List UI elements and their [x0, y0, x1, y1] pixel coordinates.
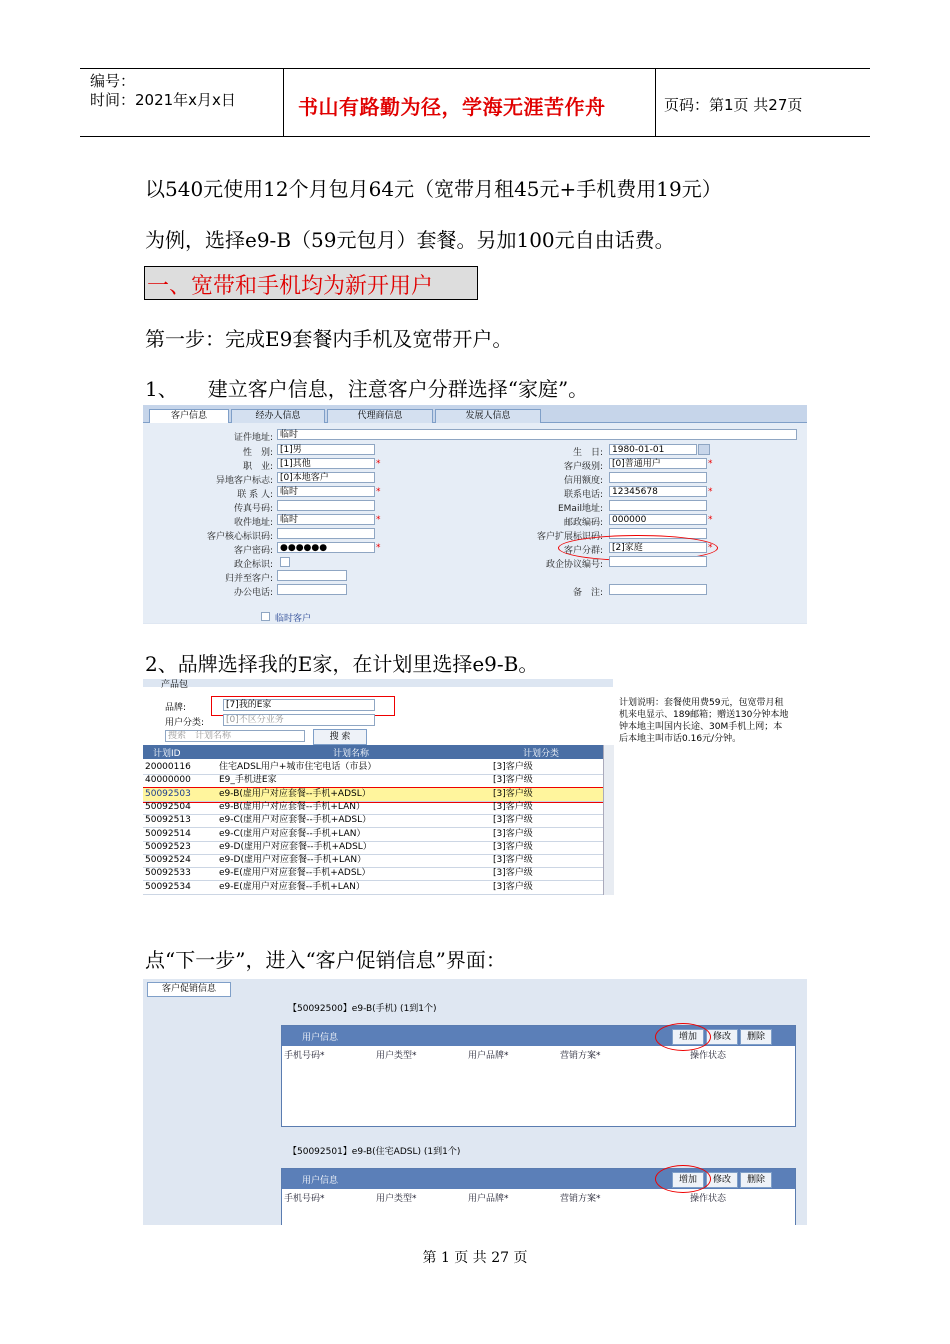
- header-meta: [90, 72, 236, 110]
- field-label: 客户核心标识码:: [206, 532, 273, 542]
- step2-text: 2、品牌选择我的E家，在计划里选择e9-B。: [145, 652, 539, 676]
- fax-field[interactable]: [277, 500, 375, 511]
- plan-table: [143, 745, 613, 905]
- plan-id: 50092504: [145, 801, 191, 812]
- plan-category: [3]客户级: [493, 841, 533, 852]
- field-label: 政企协议编号:: [545, 560, 603, 570]
- plan-id: 50092524: [145, 855, 191, 866]
- field-label: 客户扩展标识码:: [536, 532, 603, 542]
- field-label: 信用额度:: [563, 476, 603, 486]
- package-1-title: 【50092500】e9-B(手机) (1到1个): [288, 1004, 437, 1014]
- remark-field[interactable]: [609, 584, 707, 595]
- plan-name: e9-B(虚用户对应套餐--手机+LAN）: [219, 801, 366, 812]
- plan-name: E9_手机进E家: [219, 775, 277, 786]
- column-header: 计划分类: [523, 749, 560, 759]
- remote-flag-select[interactable]: [0]本地客户: [277, 472, 375, 483]
- field-label: 备 注:: [572, 588, 603, 598]
- address-field[interactable]: 临时: [277, 429, 797, 440]
- temp-customer-label: 临时客户: [275, 614, 312, 624]
- intro-line-1: 以540元使用12个月包月64元（宽带月租45元+手机费用19元）: [145, 177, 722, 201]
- table-row[interactable]: [143, 828, 603, 842]
- calendar-icon[interactable]: [698, 444, 710, 455]
- email-field[interactable]: [609, 500, 707, 511]
- plan-category: [3]客户级: [493, 788, 533, 799]
- edit-button[interactable]: 修改: [706, 1029, 738, 1045]
- plan-desc-line: 计划说明：套餐使用费59元，包宽带月租: [619, 698, 784, 708]
- field-label: 客户分群:: [563, 546, 603, 556]
- required-mark: *: [708, 543, 713, 553]
- column-header: 手机号码*: [284, 1194, 325, 1204]
- field-label: 收件地址:: [233, 518, 273, 528]
- panel-header: [143, 679, 613, 687]
- time-label: 时间：2021年x月x日: [90, 91, 236, 109]
- user-info-panel: [281, 1168, 796, 1225]
- user-type-label: 用户分类:: [165, 718, 205, 728]
- plan-id: 50092503: [145, 788, 191, 799]
- intro-line-2: 为例，选择e9-B（59元包月）套餐。另加100元自由话费。: [145, 228, 675, 252]
- field-label: 性 别:: [242, 448, 273, 458]
- plan-id: 50092523: [145, 841, 191, 852]
- column-header: 用户类型*: [376, 1051, 417, 1061]
- table-row[interactable]: [143, 867, 603, 881]
- add-button[interactable]: 增加: [672, 1172, 704, 1188]
- field-label: 异地客户标志:: [215, 476, 273, 486]
- tab-promotion-info[interactable]: 客户促销信息: [147, 982, 231, 997]
- highlight-ellipse: [655, 1023, 711, 1051]
- field-label: EMail地址:: [557, 504, 603, 514]
- core-id-field[interactable]: [277, 528, 375, 539]
- header-top-rule: [80, 68, 870, 69]
- tab-agent-info[interactable]: 经办人信息: [231, 409, 325, 423]
- required-mark: *: [708, 459, 713, 469]
- required-mark: *: [708, 515, 713, 525]
- required-mark: *: [376, 487, 381, 497]
- field-label: 证件地址:: [233, 433, 273, 443]
- tab-bar: [143, 405, 807, 423]
- delete-button[interactable]: 删除: [740, 1172, 772, 1188]
- highlight-box: [211, 696, 395, 716]
- panel-title: 用户信息: [302, 1033, 339, 1043]
- section-title: 一、宽带和手机均为新开用户: [147, 274, 434, 299]
- gov-checkbox[interactable]: [280, 557, 290, 567]
- required-mark: *: [376, 515, 381, 525]
- field-label: 客户密码:: [233, 546, 273, 556]
- brand-label: 品牌:: [165, 703, 187, 713]
- occupation-select[interactable]: [1]其他: [277, 458, 375, 469]
- field-label: 传真号码:: [233, 504, 273, 514]
- table-row[interactable]: [143, 881, 603, 895]
- header-divider: [655, 69, 656, 136]
- scrollbar[interactable]: [603, 745, 614, 895]
- plan-id: 20000116: [145, 762, 191, 772]
- customer-group-select[interactable]: [2]家庭: [609, 542, 707, 553]
- panel-title: 用户信息: [302, 1176, 339, 1186]
- table-row[interactable]: [143, 814, 603, 828]
- plan-name: e9-B(虚用户对应套餐--手机+ADSL）: [219, 788, 371, 799]
- required-mark: *: [376, 459, 381, 469]
- product-package-screenshot: [143, 679, 807, 909]
- table-row[interactable]: [143, 854, 603, 868]
- tab-dealer-info[interactable]: 代理商信息: [327, 409, 433, 423]
- office-phone-field[interactable]: [277, 584, 347, 595]
- customer-info-screenshot: [143, 405, 807, 624]
- gov-agreement-field[interactable]: [609, 556, 707, 567]
- step3-text: 点“下一步”，进入“客户促销信息”界面：: [145, 948, 506, 972]
- merge-customer-field[interactable]: [277, 570, 347, 581]
- add-button[interactable]: 增加: [672, 1029, 704, 1045]
- header-motto: 书山有路勤为径，学海无涯苦作舟: [298, 95, 606, 119]
- field-label: 归并至客户:: [224, 574, 273, 584]
- birthday-field[interactable]: 1980-01-01: [609, 444, 697, 455]
- plan-category: [3]客户级: [493, 775, 533, 786]
- contact-field[interactable]: 临时: [277, 486, 375, 497]
- user-info-panel: [281, 1025, 796, 1127]
- plan-name: e9-E(虚用户对应套餐--手机+ADSL）: [219, 868, 371, 879]
- plan-category: [3]客户级: [493, 815, 533, 826]
- column-header: 营销方案*: [560, 1051, 601, 1061]
- plan-id: 50092534: [145, 881, 191, 892]
- tab-customer-info[interactable]: 客户信息: [149, 409, 229, 423]
- brand-select[interactable]: [7]我的E家: [223, 699, 375, 711]
- plan-name: 住宅ADSL用户+城市住宅电话（市县）: [219, 762, 377, 772]
- field-label: 政企标识:: [233, 560, 273, 570]
- plan-category: [3]客户级: [493, 828, 533, 839]
- plan-desc-line: 机来电显示、189邮箱；赠送130分钟本地: [619, 710, 789, 720]
- field-label: 联 系 人:: [237, 490, 273, 500]
- plan-id: 50092513: [145, 815, 191, 826]
- search-input[interactable]: 搜索 计划名称: [165, 730, 305, 742]
- step1-1-text: 1、 建立客户信息，注意客户分群选择“家庭”。: [145, 377, 589, 401]
- postcode-field[interactable]: 000000: [609, 514, 707, 525]
- plan-category: [3]客户级: [493, 762, 533, 772]
- panel-title: 产品包: [161, 680, 189, 690]
- column-header: 用户品牌*: [468, 1051, 509, 1061]
- credit-field[interactable]: [609, 472, 707, 483]
- promotion-info-screenshot: [143, 979, 807, 1225]
- highlight-ellipse: [655, 1165, 711, 1193]
- password-field[interactable]: ●●●●●●: [277, 542, 375, 553]
- header-bottom-rule: [80, 136, 870, 137]
- table-row[interactable]: [143, 801, 603, 815]
- number-label: 编号：: [90, 72, 136, 90]
- table-row[interactable]: [143, 788, 603, 802]
- column-header: 用户品牌*: [468, 1194, 509, 1204]
- customer-level-select[interactable]: [0]普通用户: [609, 458, 707, 469]
- customer-form: [143, 423, 807, 623]
- plan-id: 50092514: [145, 828, 191, 839]
- column-header: 操作状态: [690, 1194, 727, 1204]
- required-mark: *: [708, 487, 713, 497]
- table-row[interactable]: [143, 761, 603, 775]
- plan-category: [3]客户级: [493, 801, 533, 812]
- table-row[interactable]: [143, 774, 603, 788]
- field-label: 生 日:: [572, 448, 603, 458]
- plan-id: 40000000: [145, 775, 191, 786]
- header-page-info: 页码：第1页 共27页: [664, 96, 803, 114]
- search-button[interactable]: 搜 索: [313, 729, 367, 745]
- temp-customer-checkbox[interactable]: [261, 612, 270, 621]
- plan-category: [3]客户级: [493, 868, 533, 879]
- column-header: 营销方案*: [560, 1194, 601, 1204]
- plan-category: [3]客户级: [493, 881, 533, 892]
- plan-name: e9-C(虚用户对应套餐--手机+LAN）: [219, 828, 366, 839]
- field-label: 办公电话:: [233, 588, 273, 598]
- field-label: 职 业:: [242, 462, 273, 472]
- field-label: 客户级别:: [563, 462, 603, 472]
- plan-name: e9-D(虚用户对应套餐--手机+LAN）: [219, 855, 367, 866]
- table-header: [143, 745, 603, 759]
- plan-name: e9-E(虚用户对应套餐--手机+LAN）: [219, 881, 365, 892]
- required-mark: *: [376, 543, 381, 553]
- user-type-select[interactable]: [0]不区分业务: [223, 714, 375, 726]
- column-header: 计划名称: [333, 749, 370, 759]
- mail-address-field[interactable]: 临时: [277, 514, 375, 525]
- plan-desc-line: 后本地主叫市话0.16元/分钟。: [619, 734, 742, 744]
- edit-button[interactable]: 修改: [706, 1172, 738, 1188]
- gender-select[interactable]: [1]男: [277, 444, 375, 455]
- field-label: 联系电话:: [563, 490, 603, 500]
- column-header: 操作状态: [690, 1051, 727, 1061]
- tab-developer-info[interactable]: 发展人信息: [435, 409, 541, 423]
- plan-description: [619, 697, 788, 745]
- plan-name: e9-D(虚用户对应套餐--手机+ADSL）: [219, 841, 372, 852]
- plan-desc-line: 钟本地主叫国内长途、30M手机上网；本: [619, 722, 783, 732]
- package-2-title: 【50092501】e9-B(住宅ADSL) (1到1个): [288, 1147, 461, 1157]
- plan-name: e9-C(虚用户对应套餐--手机+ADSL）: [219, 815, 372, 826]
- column-header: 计划ID: [153, 749, 181, 759]
- table-row[interactable]: [143, 841, 603, 855]
- field-label: 邮政编码:: [563, 518, 603, 528]
- plan-category: [3]客户级: [493, 855, 533, 866]
- step1-text: 第一步：完成E9套餐内手机及宽带开户。: [145, 327, 513, 351]
- header-divider: [283, 69, 284, 136]
- delete-button[interactable]: 删除: [740, 1029, 772, 1045]
- column-header: 手机号码*: [284, 1051, 325, 1061]
- phone-field[interactable]: 12345678: [609, 486, 707, 497]
- plan-id: 50092533: [145, 868, 191, 879]
- page-footer: 第 1 页 共 27 页: [422, 1250, 528, 1266]
- column-header: 用户类型*: [376, 1194, 417, 1204]
